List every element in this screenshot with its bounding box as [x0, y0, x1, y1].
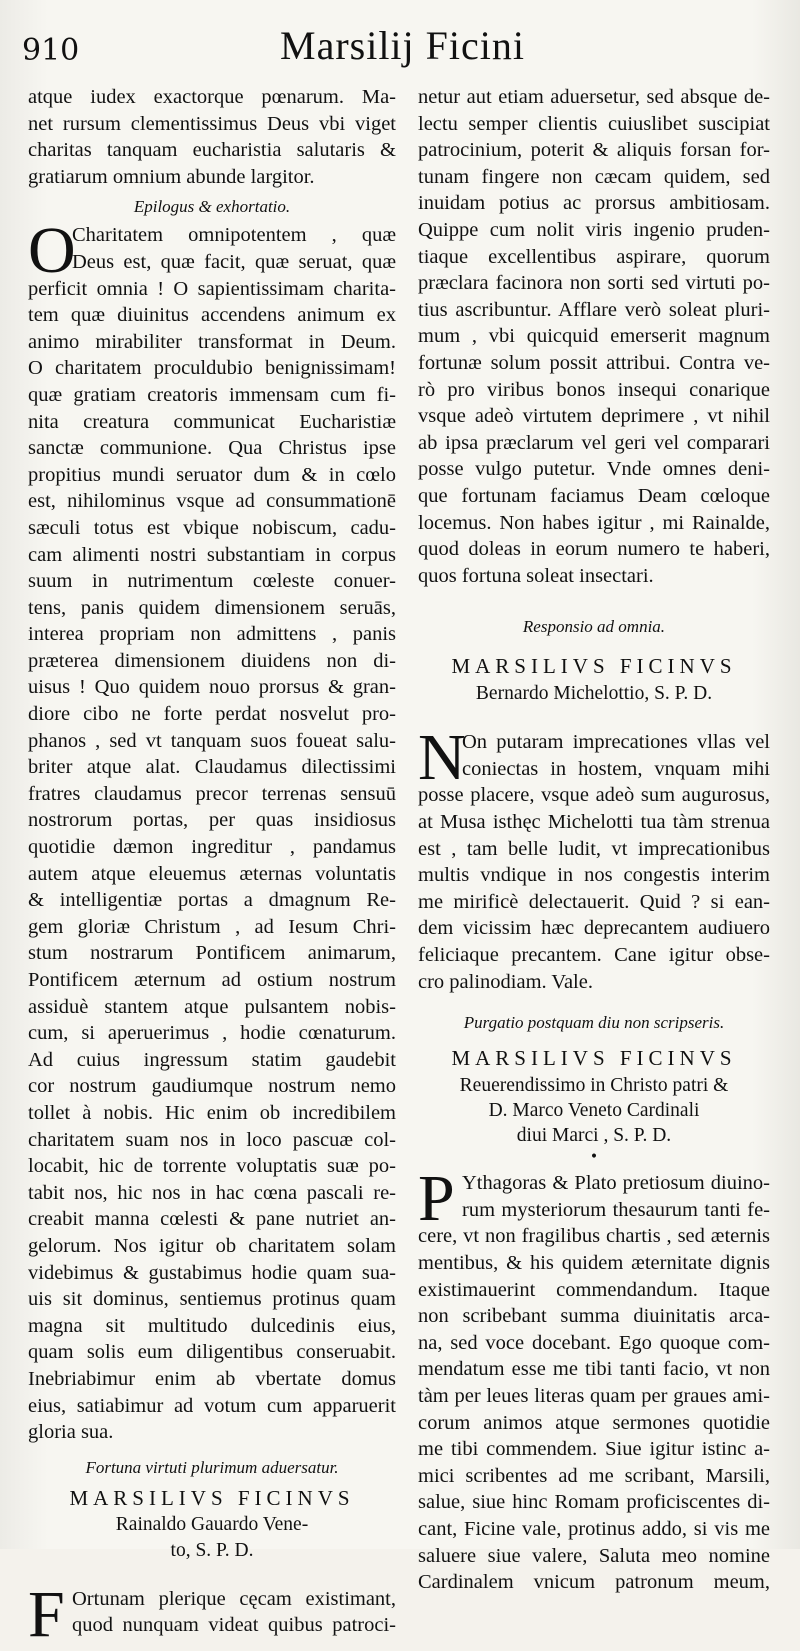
text-line: non scribebant summa diuinitatis arca- [418, 1305, 770, 1328]
text-line: Ythagoras & Plato pretiosum diuino- [462, 1172, 770, 1195]
text-line: assiduè stantem atque pulsantem nobis- [28, 995, 396, 1018]
text-line: tabit nos, hic nos in hac cœna pascali re- [28, 1181, 396, 1204]
text-line: quos fortuna soleat insectari. [418, 564, 654, 587]
text-line: atque iudex exactorque pœnarum. Ma- [28, 86, 396, 108]
text-line: coniectas in hostem, vnquam mihi [462, 757, 770, 780]
text-line: na, sed voce docebant. Ego quoque com- [418, 1331, 770, 1354]
text-line: Ad cuius ingressum statim gaudebit [28, 1048, 396, 1071]
text-line: quæ gratiam creatoris immensam cum fi- [28, 383, 396, 406]
text-line: me mirificè delectauerit. Quid ? si ean- [418, 890, 770, 913]
text-line: quod nunquam videat quibus patroci- [72, 1614, 396, 1637]
text-line: net rursum clementissimus Deus vbi viget [28, 112, 396, 135]
ornament-dot: • [589, 1149, 599, 1166]
text-line: tens, panis quidem dimensionem seruās, [28, 596, 396, 619]
drop-cap-p: P [418, 1162, 455, 1236]
text-line: Inebriabimur enim ab vbertate domus [28, 1367, 396, 1390]
recipient-michelottio: Bernardo Michelottio, S. P. D. [475, 683, 713, 705]
text-line: posse placere, vsque adeò sum augurosus, [418, 784, 770, 807]
text-line: magna sit multitudo dulcedinis eius, [28, 1314, 396, 1337]
drop-cap-n: N [418, 721, 466, 795]
text-line: tàm per leues literas quam per graues ami- [418, 1384, 770, 1407]
right-column [418, 84, 770, 1596]
section-title-responsio: Responsio ad omnia. [522, 617, 666, 637]
text-line: ab ipsa præclarum vel geri vel comparari [418, 431, 770, 454]
intro-paragraph [28, 84, 396, 190]
text-line: suum in nutrimentum cœleste conuer- [28, 570, 396, 593]
text-line: & intelligentiæ portas a dmagnum Re- [28, 889, 396, 912]
text-line: sanctæ communione. Qua Christus ipse [28, 437, 396, 460]
drop-cap-o: O [28, 214, 76, 288]
running-head: Marsilij Ficini [280, 23, 525, 68]
recipient-line-1: Rainaldo Gauardo Vene- [115, 1513, 309, 1535]
text-line: mum , vbi quicquid emerserit magnum [418, 325, 770, 348]
text-line: tiaque excellentibus aspirare, quorum [418, 245, 770, 268]
fortuna-paragraph [28, 1577, 396, 1651]
text-line: Deus est, quæ facit, quæ seruat, quæ [72, 250, 396, 273]
text-line: quam solis eum diligentibus conseruabit. [28, 1341, 396, 1364]
text-line: est , tam belle ludit, vt imprecationibus [418, 837, 770, 860]
purgatio-paragraph [418, 1162, 770, 1596]
responsio-paragraph [418, 721, 770, 995]
text-line: eius, satiabimur ad votum cum apparuerit [28, 1394, 396, 1417]
text-line: cam alimenti nostri substantiam in corpus [28, 543, 396, 566]
text-line: O charitatem proculdubio benignissimam! [28, 357, 396, 380]
section-title-epilogus: Epilogus & exhortatio. [133, 197, 291, 217]
text-line: at Musa isthęc Michelotti tua tàm strenua [418, 811, 770, 834]
author-name-fortuna: MARSILIVS FICINVS [69, 1485, 355, 1510]
text-line: quotidie dæmon ingreditur , pandamus [28, 836, 396, 859]
section-title-fortuna: Fortuna virtuti plurimum aduersatur. [85, 1457, 339, 1477]
text-line: gelorum. Nos igitur ob charitatem solam [28, 1234, 396, 1257]
text-line: cor nostrum gaudiumque nostrum nemo [28, 1075, 396, 1098]
fortuna-continuation [418, 84, 770, 589]
text-line: cant, Ficine vale, protinus addo, si vis me [418, 1517, 770, 1540]
text-line: feliciaque precantem. Cane igitur obse- [418, 944, 770, 967]
text-line: mici scribentes ad me scribant, Marsili, [418, 1464, 770, 1487]
text-line: propitius mundi seruator dum & in cœlo [28, 463, 396, 486]
epilogus-paragraph [28, 214, 396, 1445]
text-line: locemus. Non habes igitur , mi Rainalde, [418, 511, 770, 534]
text-line: nita creatura communicat Eucharistiæ [28, 410, 396, 433]
text-line: lectu semper clientis cuiuslibet suscipiat [418, 112, 770, 135]
text-line: gratiarum omnium abunde largitor. [28, 165, 315, 188]
text-line: inuidam potius ac prorsus ambitiosam. [418, 192, 770, 215]
text-line: perficit omnia ! O sapientissimam charita- [28, 277, 396, 300]
text-line: me tibi commendem. Siue igitur istinc a- [418, 1438, 770, 1461]
text-line: rum mysteriorum thesaurum tanti fe- [462, 1198, 770, 1221]
recipient-cardinal-line-3: diui Marci , S. P. D. [516, 1125, 672, 1147]
text-line: locabit, hic de torrente voluptatis suæ po- [28, 1155, 396, 1178]
text-line: que fortunam faciamus Deam cœloque [418, 484, 770, 507]
text-line: cum, si aperuerimus , hodie cœnaturum. [28, 1022, 396, 1045]
recipient-line-2: to, S. P. D. [170, 1539, 254, 1561]
text-line: tollet à nobis. Hic enim ob incredibilem [28, 1101, 396, 1124]
text-line: animo mirabiliter transformat in Deum. [28, 330, 396, 353]
author-name-responsio: MARSILIVS FICINVS [451, 654, 737, 679]
text-line: autem atque eleuemus æternas voluntatis [28, 862, 396, 885]
text-line: videbimus & gustabimus hodie quam sua- [28, 1261, 396, 1284]
text-line: stum nostrarum Pontificem animarum, [28, 942, 396, 965]
text-line: Ortunam plerique cęcam existimant, [72, 1587, 396, 1610]
text-line: sæculi totus est vbique nobiscum, cadu- [28, 516, 396, 539]
text-line: uis sit dominus, sentiemus protinus quam [28, 1288, 396, 1311]
text-line: fratres claudamus precor terrenas sensuū [28, 782, 396, 805]
text-line: salue, siue hinc Romam proficiscentes di- [418, 1491, 770, 1514]
text-line: phanos , sed vt tanquam suos foueat salu- [28, 729, 396, 752]
text-line: uisus ! Quo quidem nouo prorsus & gran- [28, 676, 396, 699]
text-line: posse vulgo putetur. Vnde omnes deni- [418, 458, 770, 481]
text-line: Charitatem omnipotentem , quæ [72, 224, 396, 247]
recipient-cardinal-line-1: Reuerendissimo in Christo patri & [459, 1075, 729, 1097]
text-line: corum animos atque sermones quotidie [418, 1411, 770, 1434]
text-line: nostrorum portas, per quas insidiosus [28, 809, 396, 832]
author-name-purgatio: MARSILIVS FICINVS [451, 1046, 737, 1071]
text-line: briter atque alat. Claudamus dilectissimi [28, 756, 396, 779]
text-line: mentibus, & his quidem æternitate dignis [418, 1252, 770, 1274]
text-line: gem gloriæ Christum , ad Iesum Chri- [28, 915, 396, 938]
text-line: præclara facinora non sorti sed virtuti po- [418, 272, 770, 295]
text-line: rò pro viribus bonos insequi conarique [418, 378, 770, 401]
text-line: mendatum esse me tibi tanti facio, vt non [418, 1358, 770, 1381]
page-number: 910 [22, 33, 80, 68]
section-title-purgatio: Purgatio postquam diu non scripseris. [463, 1013, 725, 1033]
text-line: charitas tanquam eucharistia salutaris & [28, 139, 396, 162]
text-line: quod doleas in eorum numero te haberi, [418, 538, 770, 561]
text-line: creabit manna cœlesti & pane nutriet an- [28, 1208, 396, 1231]
text-line: multis vndique in nos congestis interim [418, 864, 770, 887]
left-column [28, 84, 396, 1651]
text-line: charitatem suam nos in loco pascuæ col- [28, 1128, 396, 1151]
text-line: gloria sua. [28, 1421, 114, 1444]
text-line: diore cibo ne forte perdat nosvelut pro- [28, 703, 396, 726]
drop-cap-f: F [28, 1577, 65, 1651]
text-line: est, nihilominus vsque ad consummationē [28, 490, 396, 513]
text-line: Pontificem æternum ad ostium nostrum [28, 969, 396, 991]
text-line: vsque adeò virtutem deprimere , vt nihil [418, 405, 770, 428]
text-line: Quippe cum nolit viris ingenio pruden- [418, 218, 770, 241]
text-line: Cardinalem vnicum patronum meum, [418, 1571, 770, 1594]
text-line: existimauerint commendandum. Itaque [418, 1278, 770, 1301]
text-line: præterea dimensionem diuidens non di- [28, 649, 396, 672]
text-line: cere, vt non fragilibus chartis , sed æternis [418, 1225, 770, 1248]
text-line: saluere siue valere, Saluta meo nomine [418, 1544, 770, 1567]
text-line: interea propriam non admittens , panis [28, 623, 396, 646]
text-line: cro palinodiam. Vale. [418, 970, 593, 993]
text-line: netur aut etiam aduersetur, sed absque de- [418, 86, 770, 108]
recipient-cardinal-line-2: D. Marco Veneto Cardinali [488, 1100, 700, 1122]
text-line: tius ascribuntur. Afflare verò soleat pluri- [418, 298, 770, 321]
text-line: tunam fingere non cæcam quidem, sed [418, 165, 770, 188]
text-line: patrocinium, poterit & aliquis forsan for- [418, 139, 770, 162]
text-line: tem quæ diuinitus accendens animum ex [28, 304, 396, 327]
text-line: fortunæ solum possit attribui. Contra ve- [418, 351, 770, 374]
text-line: dem vicissim hæc deprecantem audiuero [418, 917, 770, 940]
page-header [22, 18, 770, 78]
text-line: On putaram imprecationes vllas vel [462, 731, 770, 754]
